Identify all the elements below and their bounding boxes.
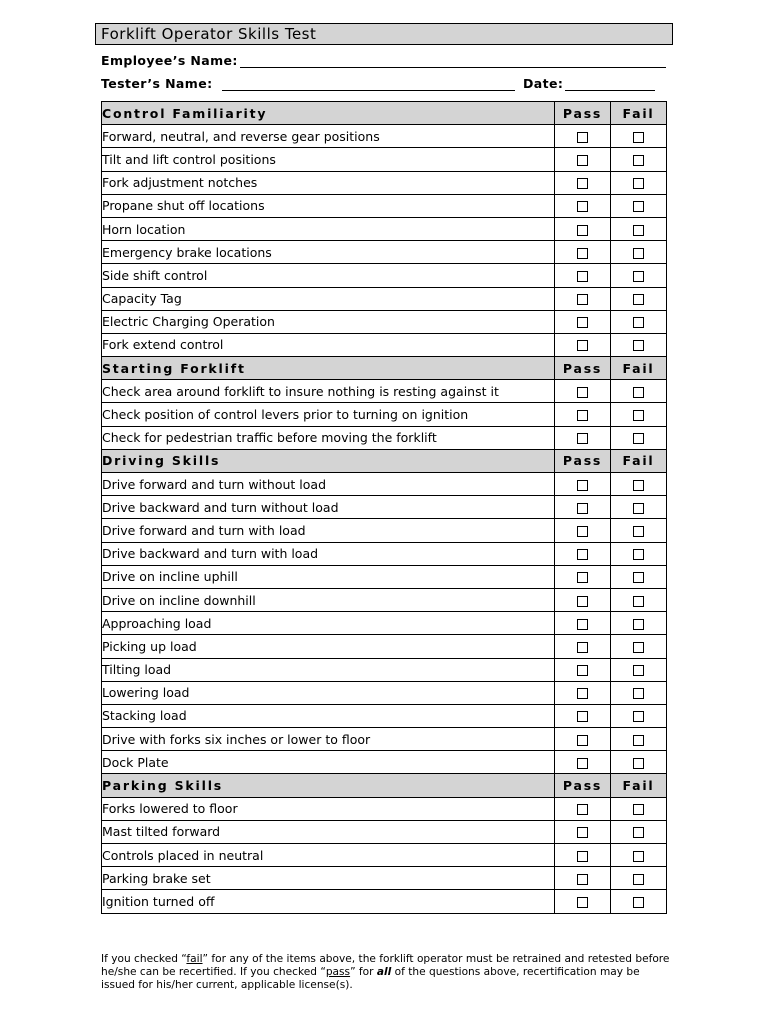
checklist-row (102, 264, 667, 287)
skill-item-label: Check area around forklift to insure nothing is resting against it (102, 380, 555, 403)
pass-cell (555, 217, 611, 240)
pass-cell (555, 542, 611, 565)
pass-checkbox[interactable] (577, 572, 588, 583)
fail-checkbox[interactable] (633, 480, 644, 491)
fail-checkbox[interactable] (633, 827, 644, 838)
pass-checkbox[interactable] (577, 827, 588, 838)
section-header (102, 449, 667, 472)
section-header (102, 102, 667, 125)
date-field[interactable] (565, 90, 655, 91)
fail-checkbox[interactable] (633, 387, 644, 398)
section-header (102, 357, 667, 380)
fail-cell (611, 612, 667, 635)
fail-checkbox[interactable] (633, 526, 644, 537)
checklist-row (102, 473, 667, 496)
checklist-row (102, 681, 667, 704)
checklist-row (102, 287, 667, 310)
skill-item-label: Drive backward and turn with load (102, 542, 555, 565)
fail-checkbox[interactable] (633, 178, 644, 189)
fail-checkbox[interactable] (633, 804, 644, 815)
pass-checkbox[interactable] (577, 433, 588, 444)
footer-text: ” for (350, 966, 377, 978)
checklist-row (102, 635, 667, 658)
pass-cell (555, 820, 611, 843)
pass-checkbox[interactable] (577, 225, 588, 236)
skill-item-label: Emergency brake locations (102, 241, 555, 264)
fail-cell (611, 704, 667, 727)
pass-checkbox[interactable] (577, 758, 588, 769)
checklist-row (102, 658, 667, 681)
fail-checkbox[interactable] (633, 688, 644, 699)
pass-cell (555, 380, 611, 403)
checklist-row (102, 797, 667, 820)
pass-checkbox[interactable] (577, 619, 588, 630)
fail-cell (611, 751, 667, 774)
checklist-row (102, 310, 667, 333)
skill-item-label: Drive forward and turn without load (102, 473, 555, 496)
checklist-row (102, 148, 667, 171)
pass-cell (555, 681, 611, 704)
pass-checkbox[interactable] (577, 503, 588, 514)
fail-checkbox[interactable] (633, 711, 644, 722)
pass-checkbox[interactable] (577, 132, 588, 143)
fail-checkbox[interactable] (633, 572, 644, 583)
fail-cell (611, 867, 667, 890)
checklist-row (102, 751, 667, 774)
fail-checkbox[interactable] (633, 225, 644, 236)
skills-checklist (101, 101, 667, 914)
pass-checkbox[interactable] (577, 178, 588, 189)
fail-cell (611, 519, 667, 542)
footer-note (101, 953, 671, 992)
fail-checkbox[interactable] (633, 410, 644, 421)
pass-checkbox[interactable] (577, 549, 588, 560)
skill-item-label: Stacking load (102, 704, 555, 727)
pass-cell (555, 496, 611, 519)
checklist-row (102, 171, 667, 194)
skill-item-label: Side shift control (102, 264, 555, 287)
fail-cell (611, 426, 667, 449)
pass-cell (555, 751, 611, 774)
pass-checkbox[interactable] (577, 317, 588, 328)
skill-item-label: Fork adjustment notches (102, 171, 555, 194)
pass-checkbox[interactable] (577, 688, 588, 699)
checklist-row (102, 565, 667, 588)
pass-cell (555, 612, 611, 635)
pass-checkbox[interactable] (577, 155, 588, 166)
footer-all-word: all (376, 966, 392, 978)
pass-checkbox[interactable] (577, 735, 588, 746)
pass-column-header: Pass (555, 102, 611, 125)
skill-item-label: Tilting load (102, 658, 555, 681)
fail-cell (611, 264, 667, 287)
skill-item-label: Check for pedestrian traffic before moving the forklift (102, 426, 555, 449)
fail-cell (611, 310, 667, 333)
checklist-row (102, 125, 667, 148)
checklist-row (102, 588, 667, 611)
fail-cell (611, 635, 667, 658)
skill-item-label: Horn location (102, 217, 555, 240)
fail-checkbox[interactable] (633, 642, 644, 653)
pass-checkbox[interactable] (577, 201, 588, 212)
fail-checkbox[interactable] (633, 201, 644, 212)
skill-item-label: Approaching load (102, 612, 555, 635)
checklist-row (102, 844, 667, 867)
pass-cell (555, 728, 611, 751)
footer-fail-word: fail (186, 953, 203, 965)
skill-item-label: Controls placed in neutral (102, 844, 555, 867)
checklist-row (102, 704, 667, 727)
fail-cell (611, 171, 667, 194)
pass-checkbox[interactable] (577, 711, 588, 722)
fail-cell (611, 403, 667, 426)
skill-item-label: Lowering load (102, 681, 555, 704)
section-title: Control Familiarity (102, 102, 555, 125)
fail-cell (611, 797, 667, 820)
pass-cell (555, 565, 611, 588)
skill-item-label: Check position of control levers prior to turning on ignition (102, 403, 555, 426)
fail-cell (611, 287, 667, 310)
pass-cell (555, 867, 611, 890)
skill-item-label: Picking up load (102, 635, 555, 658)
fail-cell (611, 565, 667, 588)
section-title: Starting Forklift (102, 357, 555, 380)
fail-checkbox[interactable] (633, 851, 644, 862)
fail-cell (611, 217, 667, 240)
pass-checkbox[interactable] (577, 480, 588, 491)
fail-checkbox[interactable] (633, 758, 644, 769)
pass-cell (555, 403, 611, 426)
pass-cell (555, 148, 611, 171)
footer-text: If you checked “ (101, 953, 187, 965)
fail-checkbox[interactable] (633, 132, 644, 143)
fail-cell (611, 380, 667, 403)
section-header (102, 774, 667, 797)
fail-checkbox[interactable] (633, 248, 644, 259)
checklist-row (102, 612, 667, 635)
fail-cell (611, 844, 667, 867)
tester-name-field[interactable] (222, 90, 515, 91)
checklist-row (102, 426, 667, 449)
pass-cell (555, 287, 611, 310)
footer-text: ” for any of the items above, the forklift operator must be retrained and retested before he/she can be recertified. If you checked “ (101, 953, 670, 978)
skill-item-label: Tilt and lift control positions (102, 148, 555, 171)
skill-item-label: Forward, neutral, and reverse gear positions (102, 125, 555, 148)
pass-cell (555, 241, 611, 264)
checklist-row (102, 890, 667, 913)
fail-checkbox[interactable] (633, 317, 644, 328)
tester-name-label: Tester’s Name: (101, 76, 213, 91)
pass-cell (555, 125, 611, 148)
fail-checkbox[interactable] (633, 596, 644, 607)
pass-column-header: Pass (555, 357, 611, 380)
pass-cell (555, 658, 611, 681)
fail-cell (611, 890, 667, 913)
pass-cell (555, 704, 611, 727)
skill-item-label: Drive with forks six inches or lower to floor (102, 728, 555, 751)
skill-item-label: Drive backward and turn without load (102, 496, 555, 519)
skill-item-label: Parking brake set (102, 867, 555, 890)
checklist-row (102, 380, 667, 403)
pass-checkbox[interactable] (577, 804, 588, 815)
skill-item-label: Mast tilted forward (102, 820, 555, 843)
section-title: Driving Skills (102, 449, 555, 472)
skill-item-label: Drive on incline uphill (102, 565, 555, 588)
pass-checkbox[interactable] (577, 294, 588, 305)
pass-checkbox[interactable] (577, 410, 588, 421)
fail-cell (611, 194, 667, 217)
checklist-row (102, 820, 667, 843)
pass-cell (555, 426, 611, 449)
checklist-row (102, 728, 667, 751)
fail-cell (611, 333, 667, 356)
fail-checkbox[interactable] (633, 271, 644, 282)
fail-cell (611, 496, 667, 519)
fail-checkbox[interactable] (633, 897, 644, 908)
pass-checkbox[interactable] (577, 851, 588, 862)
skill-item-label: Ignition turned off (102, 890, 555, 913)
pass-checkbox[interactable] (577, 387, 588, 398)
pass-cell (555, 333, 611, 356)
employee-name-label: Employee’s Name: (101, 53, 238, 68)
pass-checkbox[interactable] (577, 897, 588, 908)
fail-checkbox[interactable] (633, 735, 644, 746)
date-label: Date: (523, 76, 564, 91)
pass-cell (555, 588, 611, 611)
fail-column-header: Fail (611, 774, 667, 797)
skill-item-label: Electric Charging Operation (102, 310, 555, 333)
fail-checkbox[interactable] (633, 874, 644, 885)
footer-pass-word: pass (325, 966, 351, 978)
skill-item-label: Dock Plate (102, 751, 555, 774)
pass-checkbox[interactable] (577, 248, 588, 259)
fail-checkbox[interactable] (633, 619, 644, 630)
fail-cell (611, 820, 667, 843)
fail-checkbox[interactable] (633, 549, 644, 560)
pass-column-header: Pass (555, 774, 611, 797)
skill-item-label: Drive forward and turn with load (102, 519, 555, 542)
fail-column-header: Fail (611, 102, 667, 125)
pass-cell (555, 844, 611, 867)
fail-cell (611, 728, 667, 751)
pass-cell (555, 171, 611, 194)
pass-checkbox[interactable] (577, 874, 588, 885)
fail-cell (611, 542, 667, 565)
pass-checkbox[interactable] (577, 526, 588, 537)
checklist-row (102, 519, 667, 542)
skill-item-label: Forks lowered to floor (102, 797, 555, 820)
pass-checkbox[interactable] (577, 642, 588, 653)
fail-checkbox[interactable] (633, 155, 644, 166)
fail-cell (611, 681, 667, 704)
fail-checkbox[interactable] (633, 433, 644, 444)
fail-checkbox[interactable] (633, 665, 644, 676)
fail-cell (611, 473, 667, 496)
skill-item-label: Propane shut off locations (102, 194, 555, 217)
form-title: Forklift Operator Skills Test (95, 23, 673, 45)
pass-cell (555, 264, 611, 287)
pass-cell (555, 473, 611, 496)
fail-column-header: Fail (611, 449, 667, 472)
checklist-row (102, 496, 667, 519)
footer-text: of the questions above, recertification may be issued for his/her current, applicable license(s). (101, 966, 640, 991)
fail-cell (611, 658, 667, 681)
pass-column-header: Pass (555, 449, 611, 472)
checklist-row (102, 542, 667, 565)
checklist-row (102, 217, 667, 240)
checklist-row (102, 333, 667, 356)
checklist-row (102, 867, 667, 890)
pass-cell (555, 194, 611, 217)
pass-checkbox[interactable] (577, 340, 588, 351)
fail-cell (611, 125, 667, 148)
pass-checkbox[interactable] (577, 665, 588, 676)
fail-cell (611, 588, 667, 611)
pass-cell (555, 635, 611, 658)
checklist-row (102, 241, 667, 264)
pass-cell (555, 797, 611, 820)
fail-cell (611, 148, 667, 171)
fail-checkbox[interactable] (633, 294, 644, 305)
checklist-row (102, 194, 667, 217)
pass-checkbox[interactable] (577, 271, 588, 282)
skill-item-label: Capacity Tag (102, 287, 555, 310)
pass-cell (555, 519, 611, 542)
fail-checkbox[interactable] (633, 340, 644, 351)
employee-name-field[interactable] (240, 67, 666, 68)
pass-checkbox[interactable] (577, 596, 588, 607)
skill-item-label: Fork extend control (102, 333, 555, 356)
fail-cell (611, 241, 667, 264)
fail-column-header: Fail (611, 357, 667, 380)
pass-cell (555, 310, 611, 333)
checklist-row (102, 403, 667, 426)
section-title: Parking Skills (102, 774, 555, 797)
pass-cell (555, 890, 611, 913)
fail-checkbox[interactable] (633, 503, 644, 514)
skill-item-label: Drive on incline downhill (102, 588, 555, 611)
